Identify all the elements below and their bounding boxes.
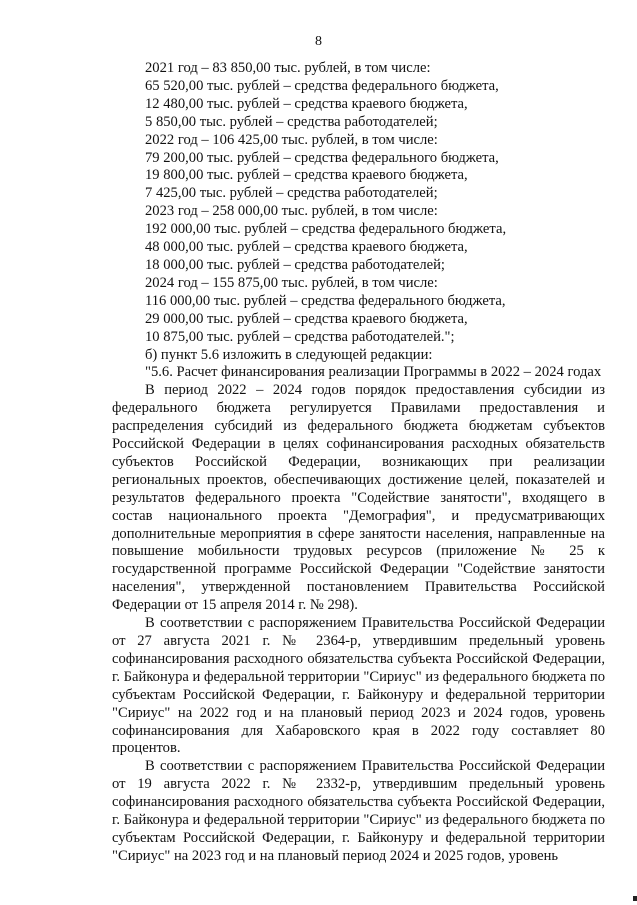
funding-line: 7 425,00 тыс. рублей – средства работодателей; [145, 185, 438, 202]
funding-line: 116 000,00 тыс. рублей – средства федерального бюджета, [145, 292, 506, 309]
paragraph: В соответствии с распоряжением Правительства Российской Федерации от 19 августа 2022 г. № 2332-р, утвердившим предельный уровень софинансирования расходного обязательства субъекта Российской Федерации, г. Байконура и федеральной территории "Сириус" из федерального бюджета по субъектам Российской Федерации, г. Байконуру и федеральной территории "Сириус" на 2023 год и на плановый период 2024 и 2025 годов, уровень [112, 758, 605, 864]
funding-line: 2023 год – 258 000,00 тыс. рублей, в том числе: [145, 203, 438, 220]
section-heading: "5.6. Расчет финансирования реализации Программы в 2022 – 2024 годах [145, 364, 602, 381]
scan-mark [633, 896, 637, 901]
paragraph: В период 2022 – 2024 годов порядок предоставления субсидии из федерального бюджета регулируется Правилами предоставления и распределения субсидий из федерального бюджета бюджетам субъектов Российской Федерации в целях софинансирования расходных обязательств субъектов Российской Федерации, возникающих при реализации региональных проектов, обеспечивающих достижение целей, показателей и результатов федерального проекта "Содействие занятости", входящего в состав национального проекта "Демография", и предусматривающих дополнительные мероприятия в сфере занятости населения, направленные на повышение мобильности трудовых ресурсов (приложение № 25 к государственной программе Российской Федерации "Содействие занятости населения", утвержденной постановлением Правительства Российской Федерации от 15 апреля 2014 г. № 298). [112, 382, 605, 614]
funding-line: 10 875,00 тыс. рублей – средства работодателей."; [145, 328, 455, 345]
funding-line: 2022 год – 106 425,00 тыс. рублей, в том числе: [145, 131, 438, 148]
funding-line: 18 000,00 тыс. рублей – средства работодателей; [145, 256, 445, 273]
funding-line: 5 850,00 тыс. рублей – средства работодателей; [145, 113, 438, 130]
funding-line: 12 480,00 тыс. рублей – средства краевого бюджета, [145, 95, 468, 112]
paragraph: В соответствии с распоряжением Правительства Российской Федерации от 27 августа 2021 г. № 2364-р, утвердившим предельный уровень софинансирования расходного обязательства субъекта Российской Федерации, г. Байконура и федеральной территории "Сириус" из федерального бюджета по субъектам Российской Федерации, г. Байконуру и федеральной территории "Сириус" на 2022 год и на плановый период 2023 и 2024 годов, уровень софинансирования для Хабаровского края в 2022 году составляет 80 процентов. [112, 615, 605, 757]
funding-line: 19 800,00 тыс. рублей – средства краевого бюджета, [145, 167, 468, 184]
funding-line: 192 000,00 тыс. рублей – средства федерального бюджета, [145, 221, 507, 238]
funding-line: 65 520,00 тыс. рублей – средства федерального бюджета, [145, 77, 499, 94]
document-body [112, 60, 605, 866]
funding-line: 2021 год – 83 850,00 тыс. рублей, в том числе: [145, 60, 431, 76]
funding-line: 79 200,00 тыс. рублей – средства федерального бюджета, [145, 149, 499, 166]
funding-line: 48 000,00 тыс. рублей – средства краевого бюджета, [145, 239, 468, 256]
funding-line: 29 000,00 тыс. рублей – средства краевого бюджета, [145, 310, 468, 327]
page-number: 8 [315, 34, 322, 49]
funding-line: 2024 год – 155 875,00 тыс. рублей, в том числе: [145, 274, 438, 291]
amendment-line: б) пункт 5.6 изложить в следующей редакции: [145, 346, 433, 363]
